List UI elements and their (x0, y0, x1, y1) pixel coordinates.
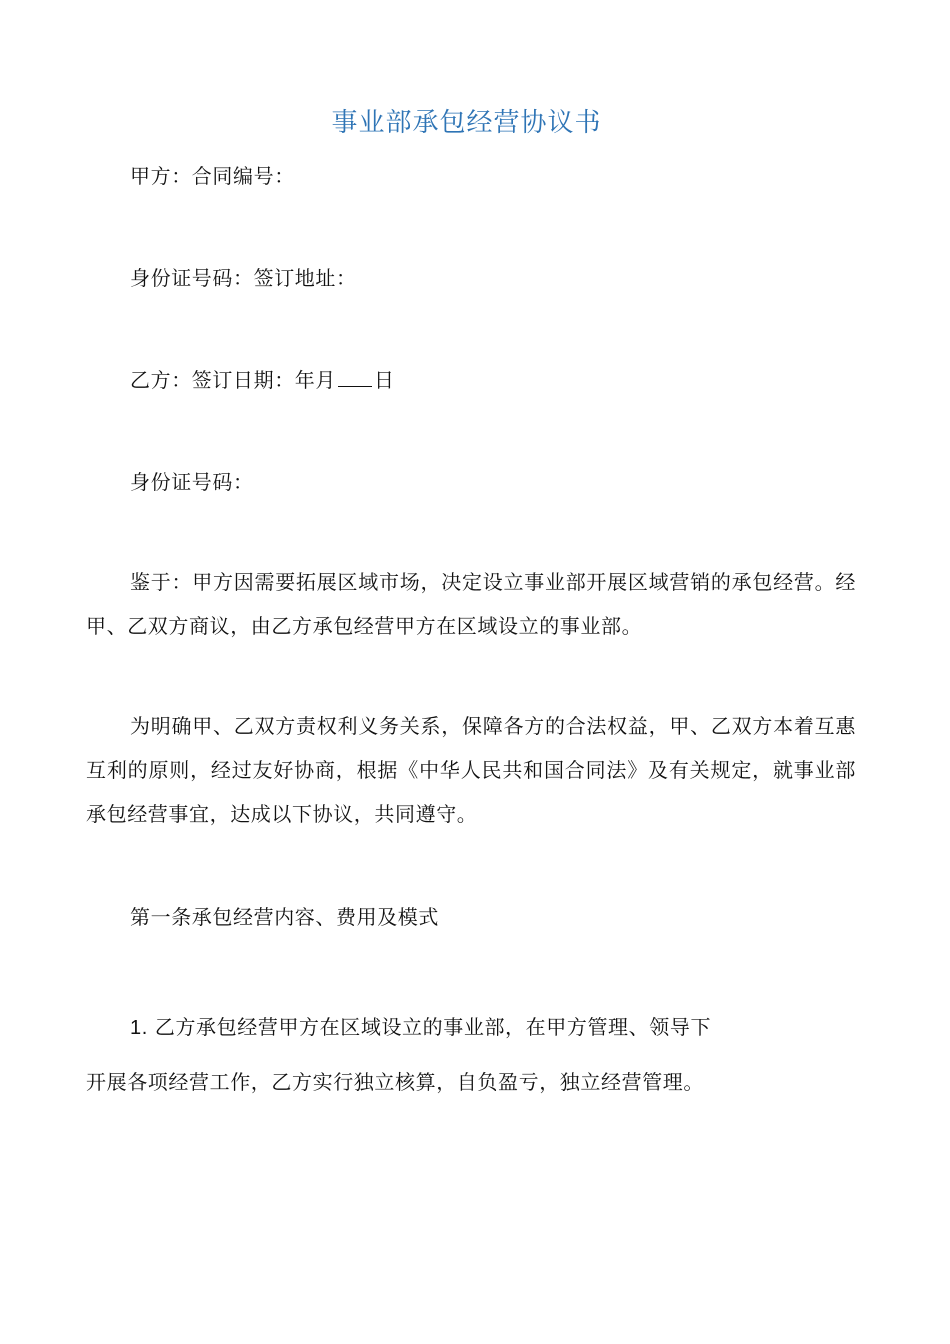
party-b-line (130, 366, 395, 394)
party-b-day-label: 日 (374, 368, 395, 392)
party-a-line: 甲方：合同编号： (130, 164, 295, 188)
party-b-label: 乙方：签订日期：年月 (130, 368, 336, 392)
preamble-paragraph: 鉴于：甲方因需要拓展区域市场，决定设立事业部开展区域营销的承包经营。经甲、乙双方商议，由乙方承包经营甲方在区域设立的事业部。 (86, 570, 856, 638)
id-number-line: 身份证号码： (130, 470, 254, 494)
item-1-text-1: 乙方承包经营甲方在区域设立的事业部，在甲方管理、领导下 (154, 1015, 712, 1039)
day-blank (338, 368, 372, 387)
purpose-paragraph: 为明确甲、乙双方责权利义务关系，保障各方的合法权益，甲、乙双方本着互惠互利的原则，经过友好协商，根据《中华人民共和国合同法》及有关规定，就事业部承包经营事宜，达成以下协议，共同遵守。 (86, 714, 856, 826)
item-1-number: 1. (130, 1017, 148, 1039)
item-1-line-1 (130, 1013, 711, 1042)
document-title: 事业部承包经营协议书 (331, 108, 602, 138)
item-1-line-2: 开展各项经营工作，乙方实行独立核算，自负盈亏，独立经营管理。 (86, 1070, 704, 1094)
article-1-heading: 第一条承包经营内容、费用及模式 (130, 905, 439, 929)
id-address-line: 身份证号码：签订地址： (130, 266, 357, 290)
